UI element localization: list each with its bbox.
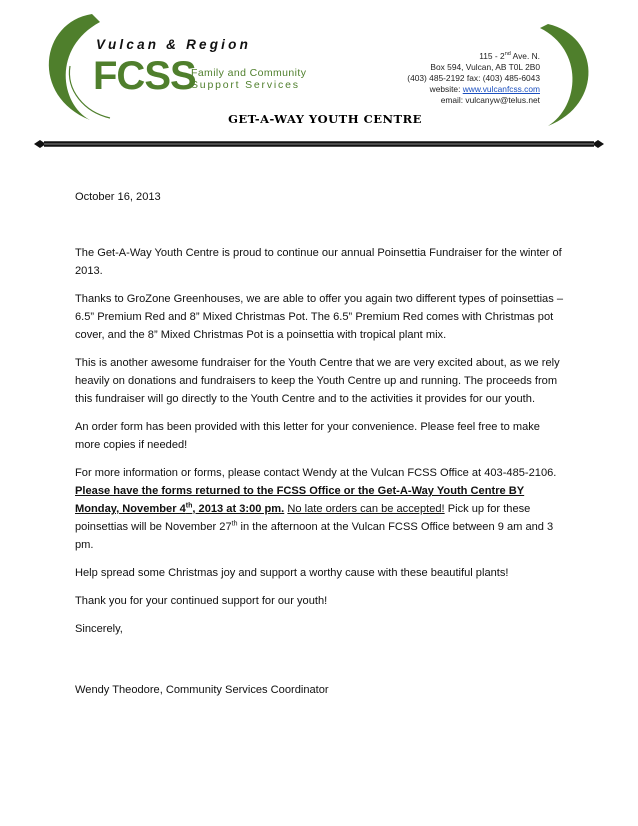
letter-date: October 16, 2013 (75, 191, 161, 203)
signature-line: Wendy Theodore, Community Services Coordinator (75, 684, 329, 696)
address-line-1: 115 - 2nd Ave. N. (479, 50, 540, 61)
org-acronym: FCSS (93, 54, 196, 98)
no-late-orders: No late orders can be accepted! (287, 503, 445, 515)
paragraph-deadline: For more information or forms, please contact Wendy at the Vulcan FCSS Office at 403-485-2106. Please have the forms returned to the FCSS Office or the Get-A-Way Youth Centre BY Monday, November 4th, 2013 at 3:00 pm. No late orders can be accepted! Pick up for these poinsettias will be November 27th in the afternoon at the Vulcan FCSS Office between 9 am and 3 pm. (75, 467, 557, 551)
deadline-emphasis: Please have the forms returned to the FCSS Office or the Get-A-Way Youth Centre BY Monday, November 4th, 2013 at 3:00 pm. (75, 485, 525, 515)
website-line: website: www.vulcanfcss.com (429, 83, 540, 94)
paragraph-intro: The Get-A-Way Youth Centre is proud to continue our annual Poinsettia Fundraiser for the winter of 2013. (75, 247, 562, 277)
org-full-name-line1: Family and Community (191, 67, 307, 79)
paragraph-christmas-joy: Help spread some Christmas joy and support a worthy cause with these beautiful plants! (75, 567, 509, 579)
org-region-name: Vulcan & Region (96, 37, 252, 52)
header-divider (0, 0, 638, 160)
centre-title: GET-A-WAY YOUTH CENTRE (228, 112, 422, 126)
letter-body (75, 188, 565, 699)
email-line: email: vulcanyw@telus.net (440, 94, 540, 105)
paragraph-products: Thanks to GroZone Greenhouses, we are able to offer you again two different types of poinsettias – 6.5” Premium Red and 8” Mixed Christmas Pot. The 6.5” Premium Red comes with Christmas pot cover, and the 8” Mixed Christmas Pot is a poinsettia with tropical plant mix. (75, 293, 564, 341)
letterhead (0, 0, 638, 160)
phone-fax: (403) 485-2192 fax: (403) 485-6043 (407, 72, 540, 83)
org-full-name-line2: Support Services (191, 79, 300, 91)
website-link[interactable]: www.vulcanfcss.com (462, 83, 540, 94)
address-line-2: Box 594, Vulcan, AB T0L 2B0 (430, 61, 540, 72)
paragraph-proceeds: This is another awesome fundraiser for the Youth Centre that we are very excited about, as we rely heavily on donations and fundraisers to keep the Youth Centre up and running. The proceeds from this fundraiser will go directly to the Youth Centre and to the activities it provides for our youth. (75, 357, 560, 405)
letter-closing: Sincerely, (75, 623, 123, 635)
paragraph-order-form: An order form has been provided with this letter for your convenience. Please feel free to make more copies if needed! (75, 421, 540, 451)
paragraph-thanks: Thank you for your continued support for our youth! (75, 595, 328, 607)
